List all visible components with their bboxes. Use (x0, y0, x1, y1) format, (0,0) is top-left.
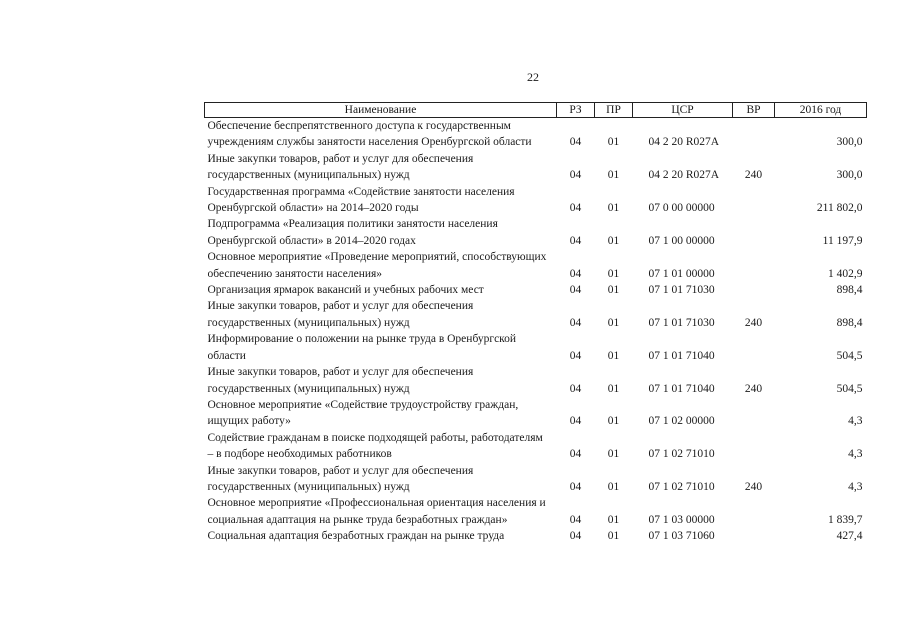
row-sum: 4,3 (848, 448, 863, 461)
row-name: Иные закупки товаров, работ и услуг для обеспечения государственных (муниципальных) нужд (207, 152, 474, 182)
row-sum: 4,3 (848, 415, 863, 428)
row-name: Иные закупки товаров, работ и услуг для обеспечения государственных (муниципальных) нужд (207, 300, 474, 329)
header-vr: ВР (733, 103, 775, 118)
row-csr: 07 1 01 00000 (648, 267, 715, 280)
row-pr: 01 (607, 267, 620, 280)
row-sum: 898,4 (836, 316, 863, 329)
header-rz: РЗ (557, 103, 595, 118)
header-sum: 2016 год (775, 103, 867, 118)
budget-table (204, 102, 867, 545)
row-rz: 04 (569, 349, 582, 362)
row-rz: 04 (569, 530, 582, 543)
row-csr: 07 1 00 00000 (648, 234, 715, 247)
row-rz: 04 (569, 267, 582, 280)
table-row (205, 430, 867, 463)
row-vr (733, 282, 775, 298)
row-csr: 04 2 20 R027A (648, 136, 720, 149)
table-row (205, 397, 867, 430)
table-row (205, 298, 867, 331)
row-sum: 504,5 (836, 382, 863, 395)
row-csr: 07 1 01 71030 (648, 316, 715, 329)
table-row (205, 364, 867, 397)
row-rz: 04 (569, 202, 582, 215)
row-pr: 01 (607, 234, 620, 247)
row-sum: 300,0 (836, 169, 863, 182)
row-vr (733, 249, 775, 282)
row-rz: 04 (569, 136, 582, 149)
row-rz: 04 (569, 316, 582, 329)
row-rz: 04 (569, 448, 582, 461)
page-number: 22 (527, 70, 539, 84)
table-row (205, 463, 867, 496)
row-name: Организация ярмарок вакансий и учебных рабочих мест (207, 284, 484, 297)
row-pr: 01 (607, 480, 620, 493)
row-vr (733, 331, 775, 364)
row-vr (733, 184, 775, 217)
row-pr: 01 (607, 513, 620, 526)
row-sum: 211 802,0 (816, 202, 863, 215)
row-sum: 300,0 (836, 136, 863, 149)
row-csr: 07 1 03 00000 (648, 513, 715, 526)
row-csr: 07 1 01 71030 (648, 284, 715, 297)
row-csr: 07 0 00 00000 (648, 202, 715, 215)
row-rz: 04 (569, 382, 582, 395)
row-rz: 04 (569, 513, 582, 526)
row-name: Основное мероприятие «Содействие трудоустройству граждан, ищущих работу» (207, 398, 519, 428)
row-vr (733, 216, 775, 249)
row-rz: 04 (569, 284, 582, 297)
row-vr (733, 397, 775, 430)
row-sum: 427,4 (836, 530, 863, 543)
row-name: Обеспечение беспрепятственного доступа к государственным учреждениям службы занятости населения Оренбургской области (207, 120, 532, 149)
row-pr: 01 (607, 136, 620, 149)
row-name: Подпрограмма «Реализация политики занятости населения Оренбургской области» в 2014–2020 годах (207, 218, 498, 247)
row-pr: 01 (607, 530, 620, 543)
header-name: Наименование (205, 103, 557, 118)
header-pr: ПР (595, 103, 633, 118)
table-row (205, 118, 867, 151)
table-row (205, 216, 867, 249)
table-row (205, 282, 867, 298)
row-rz: 04 (569, 480, 582, 493)
row-pr: 01 (607, 284, 620, 297)
row-vr (733, 528, 775, 544)
row-name: Содействие гражданам в поиске подходящей работы, работодателям – в подборе необходимых работников (207, 431, 543, 461)
row-pr: 01 (607, 448, 620, 461)
row-pr: 01 (607, 202, 620, 215)
row-name: Иные закупки товаров, работ и услуг для обеспечения государственных (муниципальных) нужд (207, 366, 474, 395)
row-sum: 898,4 (836, 284, 863, 297)
row-pr: 01 (607, 382, 620, 395)
row-csr: 07 1 02 71010 (648, 448, 715, 461)
row-name: Социальная адаптация безработных граждан на рынке труда (207, 530, 505, 543)
row-vr: 240 (744, 169, 763, 182)
table-header (205, 103, 867, 118)
row-rz: 04 (569, 415, 582, 428)
row-sum: 11 197,9 (822, 234, 863, 247)
row-rz: 04 (569, 234, 582, 247)
row-csr: 07 1 02 00000 (648, 415, 715, 428)
row-pr: 01 (607, 316, 620, 329)
row-pr: 01 (607, 349, 620, 362)
row-vr: 240 (744, 382, 763, 395)
row-csr: 07 1 01 71040 (648, 349, 715, 362)
row-sum: 1 402,9 (828, 267, 863, 280)
row-csr: 04 2 20 R027A (648, 169, 720, 182)
row-vr (733, 430, 775, 463)
row-pr: 01 (607, 415, 620, 428)
table-row (205, 249, 867, 282)
row-sum: 1 839,7 (828, 513, 863, 526)
row-rz: 04 (569, 169, 582, 182)
row-name: Иные закупки товаров, работ и услуг для обеспечения государственных (муниципальных) нужд (207, 464, 474, 493)
table-row (205, 331, 867, 364)
row-pr: 01 (607, 169, 620, 182)
row-vr: 240 (744, 316, 763, 329)
row-name: Основное мероприятие «Проведение мероприятий, способствующих обеспечению занятости населения» (207, 251, 547, 280)
header-row (205, 103, 867, 118)
row-vr (733, 118, 775, 151)
table-body (205, 118, 867, 545)
table-row (205, 151, 867, 184)
row-vr: 240 (744, 480, 763, 493)
row-sum: 4,3 (848, 480, 863, 493)
row-csr: 07 1 01 71040 (648, 382, 715, 395)
table-row (205, 528, 867, 544)
row-csr: 07 1 03 71060 (648, 530, 715, 543)
row-name: Информирование о положении на рынке труда в Оренбургской области (207, 333, 517, 362)
row-name: Основное мероприятие «Профессиональная ориентация населения и социальная адаптация на рынке труда безработных граждан» (207, 497, 546, 526)
row-sum: 504,5 (836, 349, 863, 362)
row-name: Государственная программа «Содействие занятости населения Оренбургской области» на 2014–2020 годы (207, 185, 515, 215)
row-vr (733, 495, 775, 528)
header-csr: ЦСР (633, 103, 733, 118)
table-row (205, 495, 867, 528)
row-csr: 07 1 02 71010 (648, 480, 715, 493)
table-row (205, 184, 867, 217)
